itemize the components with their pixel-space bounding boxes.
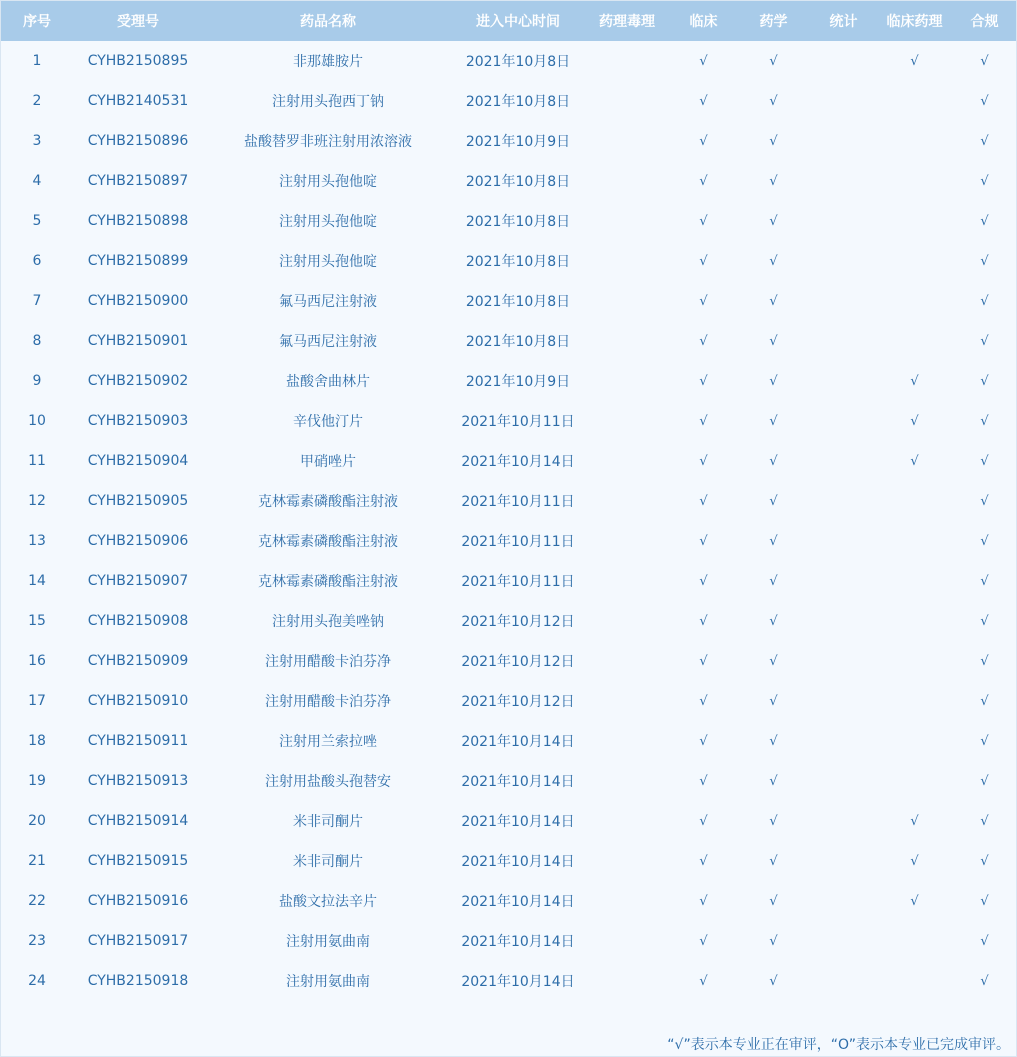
cell-acceptance-no: CYHB2150911: [87, 733, 189, 749]
cell-acceptance-no: CYHB2150900: [87, 293, 189, 309]
cell-pharmacology-toxicology: [583, 401, 671, 441]
table-row: [1, 561, 1016, 601]
cell-acceptance-no: CYHB2150901: [87, 333, 189, 349]
cell-index: 8: [32, 333, 42, 349]
cell-entry-date: 2021年10月8日: [465, 94, 571, 110]
cell-index: 21: [28, 853, 46, 869]
cell-acceptance-no: CYHB2150907: [87, 573, 189, 589]
cell-entry-date: 2021年10月12日: [461, 614, 575, 630]
cell-entry-date: 2021年10月8日: [465, 174, 571, 190]
cell-pharmaceutics: √: [769, 773, 778, 789]
cell-acceptance-no: CYHB2150910: [87, 693, 189, 709]
cell-acceptance-no: CYHB2150898: [87, 213, 189, 229]
cell-pharmaceutics: √: [769, 973, 778, 989]
cell-compliance: √: [980, 733, 989, 749]
legend-footnote: “√”表示本专业正在审评，“O”表示本专业已完成审评。: [667, 1037, 1010, 1053]
cell-statistics: [811, 681, 876, 721]
cell-clinical-pharmacology: √: [910, 853, 919, 869]
cell-pharmacology-toxicology: [583, 961, 671, 1001]
header-compliance: 合规: [970, 14, 999, 30]
cell-statistics: [811, 81, 876, 121]
cell-compliance: √: [980, 893, 989, 909]
cell-clinical: √: [699, 613, 708, 629]
cell-compliance: √: [980, 333, 989, 349]
cell-entry-date: 2021年10月11日: [461, 574, 575, 590]
cell-statistics: [811, 881, 876, 921]
cell-pharmacology-toxicology: [583, 721, 671, 761]
cell-pharmaceutics: √: [769, 453, 778, 469]
cell-entry-date: 2021年10月12日: [461, 694, 575, 710]
cell-index: 13: [28, 533, 46, 549]
cell-clinical-pharmacology: [876, 121, 953, 161]
cell-clinical: √: [699, 533, 708, 549]
cell-statistics: [811, 201, 876, 241]
cell-pharmaceutics: √: [769, 693, 778, 709]
cell-drug-name: 注射用头孢美唑钠: [272, 614, 384, 630]
cell-pharmacology-toxicology: [583, 121, 671, 161]
cell-index: 4: [32, 173, 42, 189]
cell-index: 22: [28, 893, 46, 909]
cell-compliance: √: [980, 853, 989, 869]
cell-clinical-pharmacology: [876, 201, 953, 241]
cell-compliance: √: [980, 453, 989, 469]
cell-clinical: √: [699, 173, 708, 189]
cell-pharmaceutics: √: [769, 813, 778, 829]
cell-index: 10: [28, 413, 46, 429]
cell-pharmaceutics: √: [769, 93, 778, 109]
cell-statistics: [811, 841, 876, 881]
cell-clinical: √: [699, 893, 708, 909]
cell-index: 23: [28, 933, 46, 949]
cell-acceptance-no: CYHB2150905: [87, 493, 189, 509]
cell-drug-name: 盐酸替罗非班注射用浓溶液: [244, 134, 412, 150]
cell-acceptance-no: CYHB2150914: [87, 813, 189, 829]
table-row: [1, 41, 1016, 81]
cell-pharmacology-toxicology: [583, 641, 671, 681]
table-row: [1, 241, 1016, 281]
cell-pharmacology-toxicology: [583, 921, 671, 961]
cell-compliance: √: [980, 533, 989, 549]
cell-clinical-pharmacology: √: [910, 413, 919, 429]
cell-entry-date: 2021年10月14日: [461, 854, 575, 870]
cell-statistics: [811, 361, 876, 401]
cell-compliance: √: [980, 493, 989, 509]
cell-entry-date: 2021年10月8日: [465, 294, 571, 310]
cell-statistics: [811, 161, 876, 201]
cell-drug-name: 注射用兰索拉唑: [279, 734, 377, 750]
header-clinical: 临床: [689, 14, 718, 30]
cell-clinical: √: [699, 253, 708, 269]
cell-pharmaceutics: √: [769, 173, 778, 189]
cell-statistics: [811, 641, 876, 681]
cell-compliance: √: [980, 213, 989, 229]
cell-index: 16: [28, 653, 46, 669]
cell-pharmaceutics: √: [769, 253, 778, 269]
table-row: [1, 81, 1016, 121]
cell-statistics: [811, 921, 876, 961]
cell-acceptance-no: CYHB2150916: [87, 893, 189, 909]
cell-index: 2: [32, 93, 42, 109]
cell-drug-name: 注射用头孢他啶: [279, 214, 377, 230]
cell-entry-date: 2021年10月8日: [465, 214, 571, 230]
table-row: [1, 121, 1016, 161]
cell-pharmacology-toxicology: [583, 201, 671, 241]
cell-index: 9: [32, 373, 42, 389]
cell-clinical-pharmacology: [876, 561, 953, 601]
cell-entry-date: 2021年10月11日: [461, 534, 575, 550]
cell-index: 18: [28, 733, 46, 749]
table-header-row: [1, 1, 1016, 41]
cell-statistics: [811, 561, 876, 601]
cell-acceptance-no: CYHB2140531: [87, 93, 189, 109]
cell-clinical-pharmacology: [876, 81, 953, 121]
cell-index: 11: [28, 453, 46, 469]
cell-drug-name: 氟马西尼注射液: [279, 294, 377, 310]
cell-entry-date: 2021年10月9日: [465, 134, 571, 150]
cell-entry-date: 2021年10月14日: [461, 894, 575, 910]
cell-entry-date: 2021年10月8日: [465, 254, 571, 270]
header-acceptance-no: 受理号: [117, 14, 159, 30]
cell-index: 24: [28, 973, 46, 989]
cell-index: 15: [28, 613, 46, 629]
cell-clinical: √: [699, 773, 708, 789]
cell-drug-name: 注射用氨曲南: [286, 934, 370, 950]
cell-clinical-pharmacology: √: [910, 53, 919, 69]
cell-statistics: [811, 761, 876, 801]
cell-acceptance-no: CYHB2150895: [87, 53, 189, 69]
cell-clinical: √: [699, 973, 708, 989]
cell-pharmaceutics: √: [769, 653, 778, 669]
cell-entry-date: 2021年10月14日: [461, 974, 575, 990]
cell-pharmacology-toxicology: [583, 361, 671, 401]
cell-clinical-pharmacology: [876, 321, 953, 361]
cell-drug-name: 氟马西尼注射液: [279, 334, 377, 350]
cell-drug-name: 注射用醋酸卡泊芬净: [265, 654, 391, 670]
cell-acceptance-no: CYHB2150917: [87, 933, 189, 949]
table-row: [1, 321, 1016, 361]
table-row: [1, 281, 1016, 321]
cell-pharmaceutics: √: [769, 213, 778, 229]
cell-clinical-pharmacology: [876, 281, 953, 321]
cell-clinical: √: [699, 733, 708, 749]
cell-pharmaceutics: √: [769, 333, 778, 349]
cell-pharmaceutics: √: [769, 853, 778, 869]
cell-pharmacology-toxicology: [583, 681, 671, 721]
cell-acceptance-no: CYHB2150899: [87, 253, 189, 269]
cell-drug-name: 克林霉素磷酸酯注射液: [258, 494, 398, 510]
cell-clinical-pharmacology: [876, 241, 953, 281]
cell-index: 14: [28, 573, 46, 589]
cell-index: 5: [32, 213, 42, 229]
cell-pharmaceutics: √: [769, 413, 778, 429]
cell-clinical: √: [699, 413, 708, 429]
cell-drug-name: 米非司酮片: [293, 814, 363, 830]
cell-clinical: √: [699, 853, 708, 869]
cell-statistics: [811, 321, 876, 361]
cell-clinical-pharmacology: √: [910, 373, 919, 389]
cell-compliance: √: [980, 613, 989, 629]
review-status-table: [1, 1, 1016, 1001]
cell-compliance: √: [980, 133, 989, 149]
cell-acceptance-no: CYHB2150908: [87, 613, 189, 629]
cell-acceptance-no: CYHB2150904: [87, 453, 189, 469]
cell-compliance: √: [980, 973, 989, 989]
header-drug-name: 药品名称: [300, 14, 356, 30]
cell-clinical-pharmacology: √: [910, 813, 919, 829]
cell-entry-date: 2021年10月14日: [461, 454, 575, 470]
table-row: [1, 361, 1016, 401]
cell-drug-name: 非那雄胺片: [293, 54, 363, 70]
cell-index: 6: [32, 253, 42, 269]
cell-clinical-pharmacology: [876, 921, 953, 961]
header-pharmaceutics: 药学: [759, 14, 788, 30]
cell-entry-date: 2021年10月8日: [465, 54, 571, 70]
cell-clinical: √: [699, 213, 708, 229]
table-row: [1, 441, 1016, 481]
table-row: [1, 161, 1016, 201]
cell-pharmacology-toxicology: [583, 761, 671, 801]
cell-pharmaceutics: √: [769, 53, 778, 69]
cell-clinical: √: [699, 493, 708, 509]
table-row: [1, 801, 1016, 841]
header-pharmacology-toxicology: 药理毒理: [599, 14, 655, 30]
cell-acceptance-no: CYHB2150902: [87, 373, 189, 389]
cell-clinical-pharmacology: [876, 521, 953, 561]
cell-statistics: [811, 121, 876, 161]
cell-statistics: [811, 521, 876, 561]
cell-entry-date: 2021年10月8日: [465, 334, 571, 350]
cell-compliance: √: [980, 933, 989, 949]
table-row: [1, 721, 1016, 761]
cell-drug-name: 注射用头孢他啶: [279, 174, 377, 190]
table-row: [1, 681, 1016, 721]
cell-index: 19: [28, 773, 46, 789]
cell-drug-name: 克林霉素磷酸酯注射液: [258, 534, 398, 550]
cell-clinical: √: [699, 453, 708, 469]
cell-statistics: [811, 721, 876, 761]
cell-pharmacology-toxicology: [583, 561, 671, 601]
cell-clinical: √: [699, 53, 708, 69]
cell-entry-date: 2021年10月9日: [465, 374, 571, 390]
cell-acceptance-no: CYHB2150909: [87, 653, 189, 669]
cell-compliance: √: [980, 173, 989, 189]
table-row: [1, 881, 1016, 921]
cell-index: 1: [32, 53, 42, 69]
cell-compliance: √: [980, 813, 989, 829]
cell-clinical-pharmacology: [876, 961, 953, 1001]
cell-drug-name: 米非司酮片: [293, 854, 363, 870]
cell-statistics: [811, 961, 876, 1001]
cell-index: 12: [28, 493, 46, 509]
cell-pharmaceutics: √: [769, 373, 778, 389]
cell-pharmacology-toxicology: [583, 321, 671, 361]
table-row: [1, 961, 1016, 1001]
cell-compliance: √: [980, 293, 989, 309]
cell-statistics: [811, 601, 876, 641]
cell-pharmacology-toxicology: [583, 801, 671, 841]
cell-entry-date: 2021年10月14日: [461, 774, 575, 790]
cell-entry-date: 2021年10月14日: [461, 734, 575, 750]
cell-drug-name: 注射用头孢西丁钠: [272, 94, 384, 110]
cell-acceptance-no: CYHB2150903: [87, 413, 189, 429]
cell-index: 3: [32, 133, 42, 149]
table-row: [1, 481, 1016, 521]
cell-pharmaceutics: √: [769, 493, 778, 509]
cell-entry-date: 2021年10月14日: [461, 934, 575, 950]
table-row: [1, 601, 1016, 641]
cell-acceptance-no: CYHB2150897: [87, 173, 189, 189]
table-row: [1, 761, 1016, 801]
table-row: [1, 521, 1016, 561]
cell-pharmaceutics: √: [769, 573, 778, 589]
cell-acceptance-no: CYHB2150913: [87, 773, 189, 789]
cell-drug-name: 注射用氨曲南: [286, 974, 370, 990]
cell-clinical: √: [699, 133, 708, 149]
cell-statistics: [811, 401, 876, 441]
cell-clinical-pharmacology: √: [910, 893, 919, 909]
cell-pharmacology-toxicology: [583, 601, 671, 641]
cell-drug-name: 甲硝唑片: [300, 454, 356, 470]
cell-clinical-pharmacology: [876, 641, 953, 681]
cell-compliance: √: [980, 93, 989, 109]
cell-pharmaceutics: √: [769, 733, 778, 749]
cell-compliance: √: [980, 573, 989, 589]
header-index: 序号: [23, 14, 51, 30]
cell-drug-name: 注射用醋酸卡泊芬净: [265, 694, 391, 710]
cell-statistics: [811, 801, 876, 841]
cell-pharmaceutics: √: [769, 533, 778, 549]
cell-acceptance-no: CYHB2150915: [87, 853, 189, 869]
cell-clinical-pharmacology: [876, 161, 953, 201]
cell-pharmacology-toxicology: [583, 241, 671, 281]
cell-compliance: √: [980, 53, 989, 69]
cell-statistics: [811, 481, 876, 521]
cell-statistics: [811, 281, 876, 321]
cell-compliance: √: [980, 373, 989, 389]
cell-pharmaceutics: √: [769, 613, 778, 629]
cell-drug-name: 辛伐他汀片: [293, 414, 363, 430]
header-clinical-pharmacology: 临床药理: [886, 14, 943, 30]
cell-clinical: √: [699, 573, 708, 589]
table-row: [1, 641, 1016, 681]
cell-clinical-pharmacology: [876, 721, 953, 761]
cell-pharmaceutics: √: [769, 133, 778, 149]
table-row: [1, 201, 1016, 241]
cell-pharmacology-toxicology: [583, 41, 671, 81]
cell-clinical: √: [699, 813, 708, 829]
header-entry-date: 进入中心时间: [476, 14, 560, 30]
cell-compliance: √: [980, 253, 989, 269]
cell-clinical: √: [699, 293, 708, 309]
cell-pharmacology-toxicology: [583, 521, 671, 561]
cell-clinical: √: [699, 333, 708, 349]
cell-clinical-pharmacology: √: [910, 453, 919, 469]
cell-index: 17: [28, 693, 46, 709]
cell-index: 7: [32, 293, 42, 309]
cell-pharmaceutics: √: [769, 933, 778, 949]
cell-pharmaceutics: √: [769, 893, 778, 909]
cell-entry-date: 2021年10月11日: [461, 414, 575, 430]
cell-compliance: √: [980, 413, 989, 429]
cell-acceptance-no: CYHB2150918: [87, 973, 189, 989]
cell-statistics: [811, 41, 876, 81]
cell-drug-name: 注射用盐酸头孢替安: [265, 774, 391, 790]
cell-pharmacology-toxicology: [583, 881, 671, 921]
cell-compliance: √: [980, 653, 989, 669]
cell-pharmacology-toxicology: [583, 161, 671, 201]
table-row: [1, 401, 1016, 441]
cell-entry-date: 2021年10月12日: [461, 654, 575, 670]
cell-drug-name: 注射用头孢他啶: [279, 254, 377, 270]
cell-pharmacology-toxicology: [583, 81, 671, 121]
cell-compliance: √: [980, 693, 989, 709]
cell-statistics: [811, 241, 876, 281]
cell-acceptance-no: CYHB2150896: [87, 133, 189, 149]
cell-entry-date: 2021年10月14日: [461, 814, 575, 830]
cell-pharmacology-toxicology: [583, 841, 671, 881]
cell-clinical-pharmacology: [876, 681, 953, 721]
table-row: [1, 921, 1016, 961]
cell-pharmacology-toxicology: [583, 281, 671, 321]
cell-clinical-pharmacology: [876, 601, 953, 641]
cell-statistics: [811, 441, 876, 481]
cell-drug-name: 盐酸舍曲林片: [286, 374, 370, 390]
cell-clinical: √: [699, 933, 708, 949]
cell-clinical-pharmacology: [876, 761, 953, 801]
cell-clinical: √: [699, 373, 708, 389]
cell-index: 20: [28, 813, 46, 829]
cell-clinical-pharmacology: [876, 481, 953, 521]
cell-clinical: √: [699, 653, 708, 669]
cell-entry-date: 2021年10月11日: [461, 494, 575, 510]
cell-compliance: √: [980, 773, 989, 789]
cell-pharmaceutics: √: [769, 293, 778, 309]
table-row: [1, 841, 1016, 881]
header-statistics: 统计: [829, 14, 858, 30]
cell-drug-name: 克林霉素磷酸酯注射液: [258, 574, 398, 590]
cell-pharmacology-toxicology: [583, 441, 671, 481]
cell-clinical: √: [699, 93, 708, 109]
cell-pharmacology-toxicology: [583, 481, 671, 521]
cell-acceptance-no: CYHB2150906: [87, 533, 189, 549]
cell-drug-name: 盐酸文拉法辛片: [279, 894, 377, 910]
cell-clinical: √: [699, 693, 708, 709]
